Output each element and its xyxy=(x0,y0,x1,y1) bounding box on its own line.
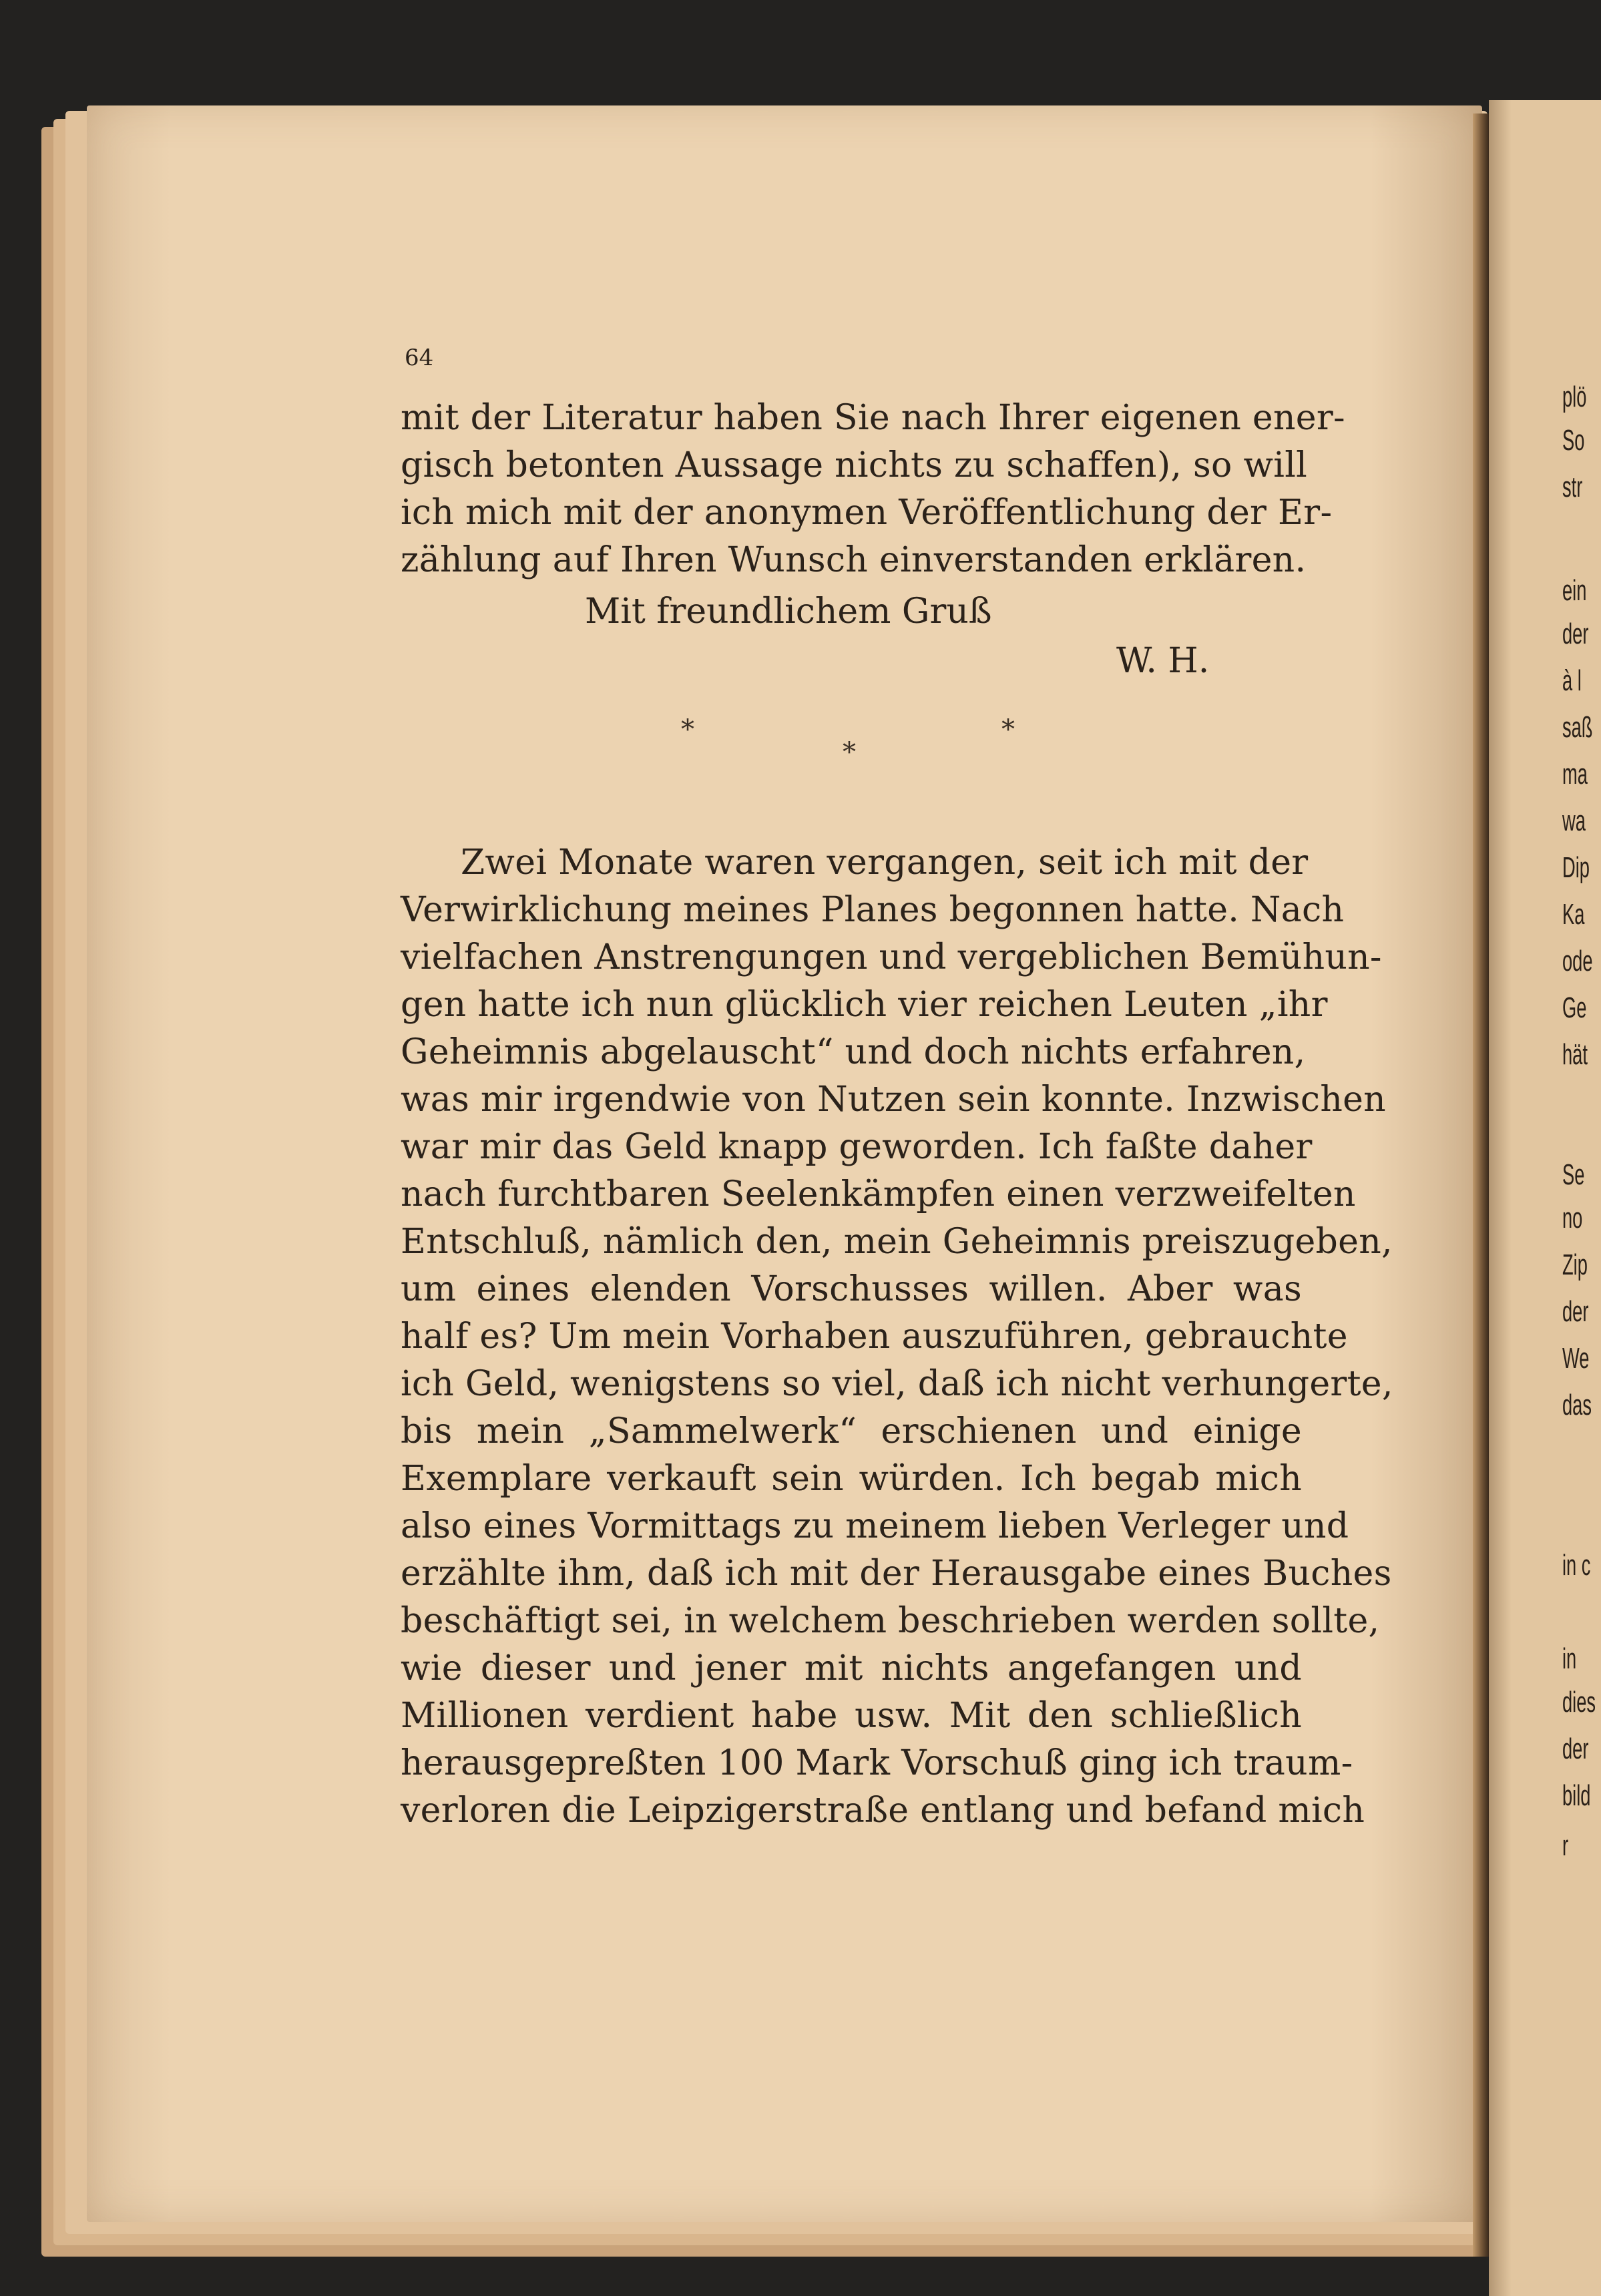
text-line: ich Geld, wenigstens so viel, daß ich nicht verhungerte, xyxy=(401,1364,1393,1404)
next-page-sliver xyxy=(1489,100,1601,2296)
next-page-fragment: r xyxy=(1562,1829,1569,1862)
next-page-fragment: in xyxy=(1562,1642,1577,1675)
next-page-fragment: hät xyxy=(1562,1038,1588,1071)
next-page-fragment: Ka xyxy=(1562,898,1585,931)
text-line: um eines elenden Vorschusses willen. Aber was xyxy=(401,1269,1302,1309)
next-page-fragment: in c xyxy=(1562,1549,1591,1582)
page-number: 64 xyxy=(405,345,434,371)
next-page-fragment: ode xyxy=(1562,945,1593,977)
text-line: verloren die Leipzigerstraße entlang und befand mich xyxy=(401,1791,1365,1831)
next-page-fragment: Ge xyxy=(1562,991,1587,1024)
text-line: also eines Vormittags zu meinem lieben Verleger und xyxy=(401,1506,1349,1546)
text-line: mit der Literatur haben Sie nach Ihrer eigenen ener- xyxy=(401,398,1345,438)
separator-star: * xyxy=(681,714,694,745)
text-line: Millionen verdient habe usw. Mit den schließlich xyxy=(401,1696,1302,1736)
next-page-fragment: Dip xyxy=(1562,851,1590,884)
text-line: gen hatte ich nun glücklich vier reichen Leuten „ihr xyxy=(401,985,1328,1025)
next-page-fragment: ein xyxy=(1562,574,1587,607)
text-line: erzählte ihm, daß ich mit der Herausgabe eines Buches xyxy=(401,1554,1392,1594)
next-page-fragment: Zip xyxy=(1562,1248,1588,1281)
next-page-fragment: wa xyxy=(1562,805,1586,837)
next-page-fragment: à l xyxy=(1562,664,1582,697)
text-line: zählung auf Ihren Wunsch einverstanden erklären. xyxy=(401,540,1307,580)
next-page-fragment: der xyxy=(1562,1295,1589,1328)
text-line: ich mich mit der anonymen Veröffentlichung der Er- xyxy=(401,493,1333,533)
next-page-fragment: bild xyxy=(1562,1779,1591,1812)
separator-star: * xyxy=(843,737,856,768)
text-line: beschäftigt sei, in welchem beschrieben werden sollte, xyxy=(401,1601,1380,1641)
text-line: war mir das Geld knapp geworden. Ich faßte daher xyxy=(401,1127,1313,1167)
next-page-fragment: str xyxy=(1562,471,1583,503)
text-line: bis mein „Sammelwerk“ erschienen und einige xyxy=(401,1411,1302,1451)
next-page-fragment: no xyxy=(1562,1202,1583,1234)
next-page-fragment: plö xyxy=(1562,381,1587,413)
next-page-fragment: ma xyxy=(1562,758,1588,790)
next-page-fragment: saß xyxy=(1562,711,1593,744)
text-line: nach furchtbaren Seelenkämpfen einen verzweifelten xyxy=(401,1174,1356,1214)
text-line: was mir irgendwie von Nutzen sein konnte. Inzwischen xyxy=(401,1080,1386,1120)
next-page-fragment: das xyxy=(1562,1389,1592,1421)
book-gutter xyxy=(1473,113,1489,2257)
text-line: vielfachen Anstrengungen und vergeblichen Bemühun- xyxy=(401,937,1382,977)
letter-closing: Mit freundlichem Gruß xyxy=(585,592,992,632)
separator-star: * xyxy=(1001,714,1015,745)
letter-signature: W. H. xyxy=(1116,641,1210,681)
text-line: wie dieser und jener mit nichts angefangen und xyxy=(401,1648,1302,1688)
text-line: herausgepreßten 100 Mark Vorschuß ging ich traum- xyxy=(401,1743,1353,1783)
text-line: Zwei Monate waren vergangen, seit ich mit der xyxy=(461,843,1309,883)
next-page-fragment: Se xyxy=(1562,1158,1585,1191)
text-line: Exemplare verkauft sein würden. Ich begab mich xyxy=(401,1459,1302,1499)
next-page-fragment: der xyxy=(1562,1733,1589,1765)
text-line: gisch betonten Aussage nichts zu schaffen), so will xyxy=(401,445,1308,485)
next-page-fragment: dies xyxy=(1562,1686,1596,1718)
text-line: Entschluß, nämlich den, mein Geheimnis preiszugeben, xyxy=(401,1222,1393,1262)
text-line: Geheimnis abgelauscht“ und doch nichts erfahren, xyxy=(401,1032,1306,1072)
next-page-fragment: der xyxy=(1562,618,1589,650)
text-line: Verwirklichung meines Planes begonnen hatte. Nach xyxy=(401,890,1345,930)
text-line: half es? Um mein Vorhaben auszuführen, gebrauchte xyxy=(401,1317,1348,1357)
next-page-fragment: We xyxy=(1562,1342,1590,1375)
next-page-fragment: So xyxy=(1562,424,1585,457)
